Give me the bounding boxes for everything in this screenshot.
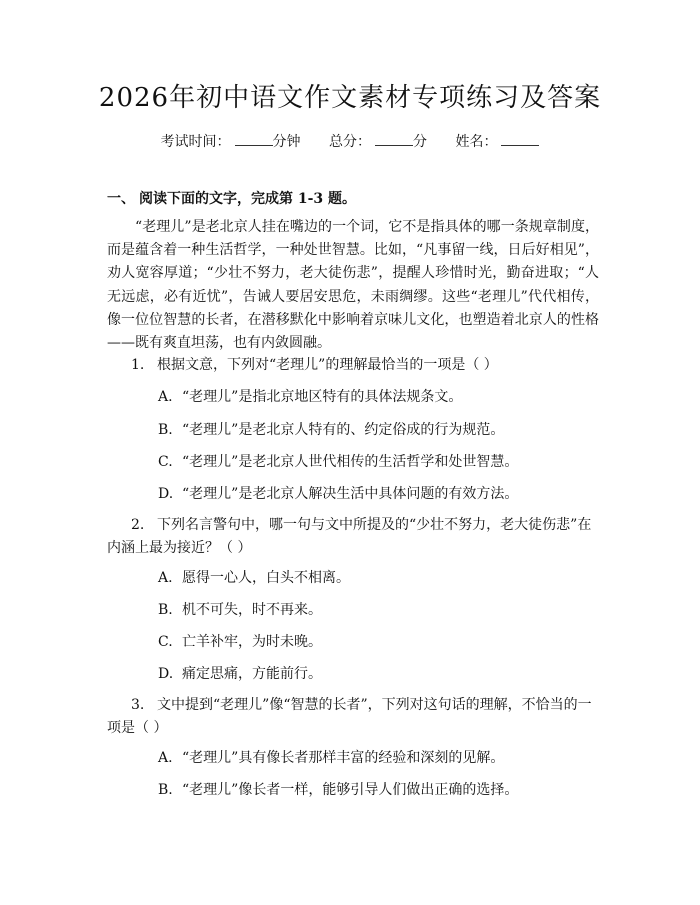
question-3 — [107, 694, 599, 740]
page-title: 2026年初中语文作文素材专项练习及答案 — [98, 83, 602, 113]
question-stem: 下列名言警句中，哪一句与文中所提及的“少壮不努力，老大徒伤悲”在内涵上最为接近？（ ） — [107, 517, 592, 556]
option-letter: A. — [158, 570, 173, 586]
option-text: “老理儿”具有像长者那样丰富的经验和深刻的见解。 — [182, 750, 505, 766]
question-1-option-d — [158, 483, 598, 505]
option-text: 痛定思痛，方能前行。 — [182, 666, 322, 682]
exam-info-line — [0, 130, 700, 153]
question-3-option-b — [158, 779, 598, 801]
option-letter: B. — [158, 422, 173, 438]
name-label: 姓名： — [455, 134, 498, 150]
question-1-option-a — [158, 386, 598, 408]
score-field — [329, 130, 427, 153]
question-number: 3. — [131, 697, 145, 713]
question-2-option-c — [158, 631, 598, 653]
option-letter: D. — [158, 486, 174, 502]
section-instruction: 阅读下面的文字，完成第 1-3 题。 — [139, 191, 357, 207]
option-text: “老理儿”像长者一样，能够引导人们做出正确的选择。 — [182, 782, 519, 798]
question-2 — [107, 514, 599, 560]
option-letter: C. — [158, 634, 173, 650]
question-1-option-c — [158, 451, 598, 473]
score-blank — [375, 130, 413, 146]
option-text: 愿得一心人，白头不相离。 — [182, 570, 350, 586]
question-1-option-b — [158, 419, 598, 441]
time-label: 考试时间： — [160, 134, 231, 150]
option-text: “老理儿”是老北京人特有的、约定俗成的行为规范。 — [182, 422, 505, 438]
option-letter: B. — [158, 782, 173, 798]
question-number: 2. — [131, 517, 145, 533]
question-stem: 根据文意，下列对“老理儿”的理解最恰当的一项是（ ） — [157, 357, 498, 373]
option-letter: B. — [158, 602, 173, 618]
name-field — [455, 130, 539, 153]
option-text: “老理儿”是老北京人解决生活中具体问题的有效方法。 — [182, 486, 519, 502]
option-text: 机不可失，时不再来。 — [182, 602, 322, 618]
question-number: 1. — [131, 357, 145, 373]
question-1 — [107, 354, 599, 377]
name-blank — [501, 130, 539, 146]
option-letter: C. — [158, 454, 173, 470]
question-3-option-a — [158, 747, 598, 769]
question-2-option-d — [158, 663, 598, 685]
time-unit: 分钟 — [272, 134, 301, 150]
question-2-option-a — [158, 567, 598, 589]
option-letter: A. — [158, 750, 173, 766]
score-label: 总分： — [329, 134, 371, 150]
option-text: 亡羊补牢，为时未晚。 — [182, 634, 322, 650]
option-letter: A. — [158, 389, 173, 405]
question-stem: 文中提到“老理儿”像“智慧的长者”，下列对这句话的理解，不恰当的一项是（ ） — [107, 697, 592, 736]
option-text: “老理儿”是指北京地区特有的具体法规条文。 — [182, 389, 463, 405]
score-unit: 分 — [413, 134, 427, 150]
reading-passage: “老理儿”是老北京人挂在嘴边的一个词，它不是指具体的哪一条规章制度，而是蕴含着一种生活哲学，一种处世智慧。比如，“凡事留一线，日后好相见”，劝人宽容厚道；“少壮不努力，老大徒伤悲”，提醒人珍惜时光，勤奋进取；“人无远虑，必有近忧”，告诫人要居安思危，未雨绸缪。这些“老理儿”代代相传，像一位位智慧的长者，在潜移默化中影响着京味儿文化，也塑造着北京人的性格——既有爽直坦荡，也有内敛圆融。 — [107, 219, 599, 352]
section-heading — [107, 188, 356, 210]
option-letter: D. — [158, 666, 174, 682]
question-2-option-b — [158, 599, 598, 621]
time-blank — [235, 130, 273, 146]
section-number: 一、 — [107, 191, 135, 207]
time-field — [161, 130, 301, 153]
option-text: “老理儿”是老北京人世代相传的生活哲学和处世智慧。 — [182, 454, 519, 470]
